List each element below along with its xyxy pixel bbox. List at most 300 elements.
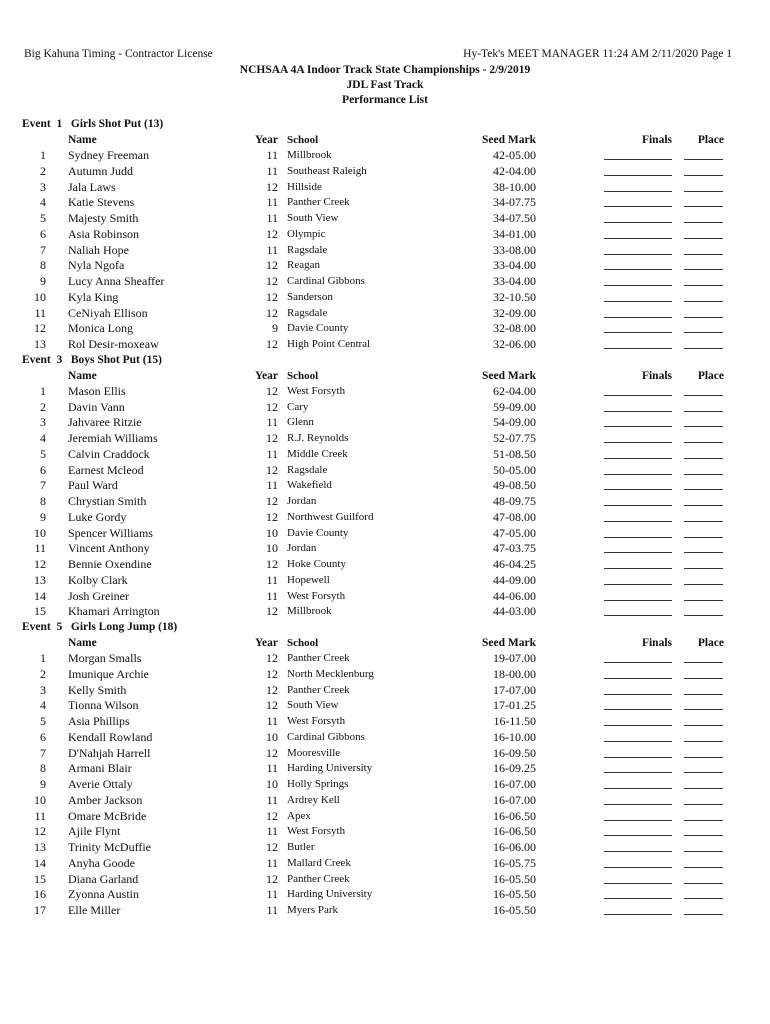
col-header-finals: Finals [641,369,672,382]
athlete-school: Panther Creek [287,683,350,696]
athlete-year: 12 [266,274,278,288]
entry-rank: 10 [34,525,46,540]
place-blank-line [684,898,723,899]
table-row [0,872,770,888]
finals-blank-line [604,348,672,349]
entry-rank: 9 [40,274,46,288]
place-blank-line [684,757,723,758]
entry-rank: 11 [34,541,46,556]
athlete-school: South View [287,212,339,224]
finals-blank-line [604,159,672,160]
entry-rank: 7 [40,745,46,760]
athlete-name: Vincent Anthony [68,541,150,556]
finals-blank-line [604,804,672,805]
athlete-year: 12 [266,840,278,854]
events-container [0,117,770,919]
place-blank-line [684,709,723,710]
athlete-name: Asia Robinson [68,226,140,241]
finals-blank-line [604,442,672,443]
table-row [0,557,770,573]
entry-rank: 17 [34,903,46,917]
seed-mark: 42-05.00 [493,148,536,162]
athlete-school: Ragsdale [287,243,328,256]
document-type-title: Performance List [342,94,428,106]
entry-rank: 12 [34,321,46,336]
seed-mark: 51-08.50 [493,446,536,461]
seed-mark: 16-10.00 [493,729,536,744]
athlete-name: Calvin Craddock [68,446,150,461]
place-blank-line [684,159,723,160]
athlete-school: Harding University [287,888,373,901]
seed-mark: 32-06.00 [493,337,536,351]
athlete-school: Hopewell [287,573,330,586]
entry-rank: 4 [40,431,46,445]
place-blank-line [684,175,723,176]
seed-mark: 54-09.00 [493,415,536,430]
finals-blank-line [604,552,672,553]
table-row [0,809,770,825]
entry-rank: 2 [40,399,46,414]
athlete-year: 11 [266,572,278,587]
col-header-name: Name [68,369,97,382]
entry-rank: 14 [34,855,46,870]
place-blank-line [684,395,723,396]
entry-rank: 12 [34,557,46,571]
place-blank-line [684,442,723,443]
finals-blank-line [604,537,672,538]
table-row [0,777,770,793]
seed-mark: 42-04.00 [493,163,536,178]
athlete-year: 12 [266,399,278,414]
seed-mark: 16-09.50 [493,745,536,760]
athlete-name: Jala Laws [68,179,116,194]
athlete-school: West Forsyth [287,384,346,397]
entry-rank: 15 [34,604,46,619]
seed-mark: 44-03.00 [493,604,536,619]
table-row [0,526,770,542]
place-blank-line [684,458,723,459]
athlete-year: 11 [266,211,278,225]
finals-blank-line [604,662,672,663]
finals-blank-line [604,772,672,773]
athlete-name: Amber Jackson [68,792,143,807]
entry-rank: 8 [40,258,46,273]
athlete-school: Hillside [287,180,322,193]
finals-blank-line [604,222,672,223]
seed-mark: 17-07.00 [493,682,536,697]
athlete-name: Josh Greiner [68,588,129,603]
athlete-school: Myers Park [287,904,339,916]
athlete-year: 10 [266,541,278,556]
athlete-year: 12 [266,651,278,665]
finals-blank-line [604,725,672,726]
col-header-seed-mark: Seed Mark [482,369,536,382]
place-blank-line [684,426,723,427]
finals-blank-line [604,820,672,821]
athlete-year: 12 [266,383,278,398]
table-row [0,447,770,463]
athlete-year: 11 [266,478,278,493]
athlete-name: Imunique Archie [68,666,149,681]
athlete-name: Nyla Ngofa [68,258,125,273]
place-blank-line [684,505,723,506]
table-row [0,793,770,809]
seed-mark: 16-07.00 [493,777,536,791]
athlete-name: Asia Phillips [68,714,130,728]
seed-mark: 44-09.00 [493,572,536,587]
seed-mark: 32-08.00 [493,321,536,336]
col-header-school: School [287,369,319,382]
finals-blank-line [604,835,672,836]
finals-blank-line [604,600,672,601]
seed-mark: 16-07.00 [493,792,536,807]
entry-rank: 7 [40,242,46,257]
athlete-year: 11 [266,761,278,776]
place-blank-line [684,615,723,616]
header-meet-manager-info: Hy-Tek's MEET MANAGER 11:24 AM 2/11/2020 Page 1 [463,48,732,60]
table-row [0,604,770,620]
event-section [0,353,770,620]
athlete-year: 12 [266,808,278,823]
table-row [0,887,770,903]
athlete-year: 12 [266,604,278,619]
athlete-school: Southeast Raleigh [287,164,367,177]
athlete-year: 10 [266,729,278,744]
table-row [0,730,770,746]
athlete-name: Earnest Mcleod [68,462,144,477]
finals-blank-line [604,254,672,255]
athlete-name: Spencer Williams [68,525,153,540]
place-blank-line [684,914,723,915]
seed-mark: 46-04.25 [493,557,536,571]
athlete-school: Holly Springs [287,778,349,790]
athlete-year: 12 [266,682,278,697]
seed-mark: 59-09.00 [493,399,536,414]
athlete-name: Rol Desir-moxeaw [68,337,159,351]
seed-mark: 34-07.50 [493,211,536,225]
place-blank-line [684,537,723,538]
seed-mark: 33-04.00 [493,274,536,288]
place-blank-line [684,694,723,695]
finals-blank-line [604,898,672,899]
seed-mark: 16-06.50 [493,824,536,839]
entry-rank: 3 [40,179,46,194]
athlete-school: Panther Creek [287,196,350,209]
seed-mark: 16-06.50 [493,808,536,823]
seed-mark: 34-07.75 [493,195,536,210]
athlete-name: Monica Long [68,321,133,336]
col-header-seed-mark: Seed Mark [482,134,536,146]
col-header-year: Year [255,369,278,382]
place-blank-line [684,867,723,868]
event-title [0,353,770,368]
athlete-year: 12 [266,226,278,241]
col-header-school: School [287,134,319,146]
athlete-year: 12 [266,289,278,304]
athlete-year: 12 [266,179,278,194]
seed-mark: 34-01.00 [493,226,536,241]
athlete-name: Anyha Goode [68,855,135,870]
athlete-year: 11 [266,903,278,917]
athlete-school: Wakefield [287,479,332,492]
finals-blank-line [604,568,672,569]
athlete-name: Tionna Wilson [68,698,139,713]
column-header-row [0,635,770,651]
entry-rank: 5 [40,714,46,728]
athlete-name: Averie Ottaly [68,777,133,791]
entry-rank: 9 [40,509,46,524]
athlete-year: 12 [266,494,278,508]
athlete-name: Autumn Judd [68,163,134,178]
athlete-name: Paul Ward [68,478,118,493]
place-blank-line [684,835,723,836]
table-row [0,856,770,872]
athlete-school: West Forsyth [287,589,346,602]
athlete-year: 11 [266,446,278,461]
finals-blank-line [604,709,672,710]
finals-blank-line [604,883,672,884]
table-row [0,667,770,683]
place-blank-line [684,238,723,239]
table-row [0,573,770,589]
seed-mark: 16-05.75 [493,855,536,870]
place-blank-line [684,489,723,490]
athlete-school: Harding University [287,762,373,775]
athlete-school: South View [287,699,339,712]
seed-mark: 16-06.00 [493,840,536,854]
athlete-school: High Point Central [287,338,371,350]
finals-blank-line [604,458,672,459]
entry-rank: 14 [34,588,46,603]
table-row [0,903,770,919]
entry-rank: 2 [40,666,46,681]
event-title-text: Event 1 Girls Shot Put (13) [22,118,164,130]
athlete-school: Apex [287,809,311,822]
place-blank-line [684,662,723,663]
athlete-name: Elle Miller [68,903,121,917]
athlete-school: Cardinal Gibbons [287,275,365,287]
place-blank-line [684,332,723,333]
athlete-school: West Forsyth [287,825,346,838]
place-blank-line [684,820,723,821]
athlete-school: Olympic [287,227,326,240]
table-row [0,211,770,227]
athlete-name: Lucy Anna Sheaffer [68,274,165,288]
athlete-school: Sanderson [287,290,333,303]
table-row [0,195,770,211]
finals-blank-line [604,474,672,475]
athlete-school: Jordan [287,542,317,555]
table-row [0,589,770,605]
col-header-finals: Finals [641,637,672,649]
place-blank-line [684,191,723,192]
table-row [0,683,770,699]
event-section [0,117,770,353]
col-header-place: Place [697,637,724,649]
table-row [0,510,770,526]
place-blank-line [684,254,723,255]
finals-blank-line [604,867,672,868]
table-row [0,164,770,180]
athlete-year: 11 [266,148,278,162]
athlete-school: Hoke County [287,558,346,570]
athlete-year: 11 [266,824,278,839]
seed-mark: 49-08.50 [493,478,536,493]
seed-mark: 16-05.50 [493,871,536,886]
finals-blank-line [604,489,672,490]
entry-rank: 5 [40,446,46,461]
table-row [0,714,770,730]
table-row [0,463,770,479]
athlete-name: Chrystian Smith [68,494,147,508]
athlete-school: Glenn [287,416,314,429]
seed-mark: 44-06.00 [493,588,536,603]
seed-mark: 16-09.25 [493,761,536,776]
athlete-name: Naliah Hope [68,242,129,257]
athlete-year: 10 [266,525,278,540]
seed-mark: 52-07.75 [493,431,536,445]
entry-rank: 13 [34,572,46,587]
athlete-school: Reagan [287,259,320,272]
athlete-school: Ragsdale [287,463,328,476]
athlete-year: 9 [272,321,278,336]
table-row [0,243,770,259]
entry-rank: 6 [40,226,46,241]
athlete-school: Mooresville [287,746,341,759]
athlete-year: 11 [266,415,278,430]
column-header-row [0,132,770,148]
finals-blank-line [604,301,672,302]
table-row [0,274,770,290]
finals-blank-line [604,317,672,318]
athlete-year: 12 [266,745,278,760]
athlete-school: Davie County [287,322,349,335]
table-row [0,840,770,856]
event-title [0,117,770,132]
table-row [0,824,770,840]
finals-blank-line [604,757,672,758]
entry-rank: 10 [34,792,46,807]
entry-rank: 8 [40,494,46,508]
entry-rank: 2 [40,163,46,178]
col-header-school: School [287,637,319,649]
athlete-name: Mason Ellis [68,383,126,398]
entry-rank: 12 [34,824,46,839]
place-blank-line [684,804,723,805]
athlete-school: Ragsdale [287,306,328,319]
place-blank-line [684,678,723,679]
table-row [0,698,770,714]
athlete-name: Jeremiah Williams [68,431,158,445]
finals-blank-line [604,505,672,506]
table-row [0,494,770,510]
athlete-name: Omare McBride [68,808,147,823]
place-blank-line [684,600,723,601]
seed-mark: 47-05.00 [493,525,536,540]
meet-title: NCHSAA 4A Indoor Track State Championships - 2/9/2019 [239,64,531,76]
entry-rank: 1 [40,651,46,665]
athlete-year: 12 [266,557,278,571]
athlete-school: Ardrey Kell [287,793,340,806]
athlete-year: 11 [266,242,278,257]
athlete-school: Middle Creek [287,447,348,460]
table-row [0,478,770,494]
athlete-name: Kendall Rowland [68,729,153,744]
athlete-name: Katie Stevens [68,195,135,210]
athlete-school: Northwest Guilford [287,510,374,523]
athlete-name: Bennie Oxendine [68,557,152,571]
finals-blank-line [604,521,672,522]
athlete-school: Jordan [287,495,317,507]
place-blank-line [684,474,723,475]
finals-blank-line [604,206,672,207]
athlete-year: 11 [266,714,278,728]
place-blank-line [684,552,723,553]
entry-rank: 4 [40,195,46,210]
meet-subtitle: JDL Fast Track [346,79,424,91]
finals-blank-line [604,395,672,396]
seed-mark: 33-08.00 [493,242,536,257]
table-row [0,180,770,196]
place-blank-line [684,348,723,349]
seed-mark: 38-10.00 [493,179,536,194]
athlete-name: Trinity McDuffie [68,840,152,854]
athlete-name: Khamari Arrington [68,604,160,619]
athlete-school: Cardinal Gibbons [287,730,365,743]
athlete-name: Sydney Freeman [68,148,149,162]
finals-blank-line [604,411,672,412]
table-row [0,384,770,400]
entry-rank: 3 [40,682,46,697]
event-section [0,620,770,919]
place-blank-line [684,851,723,852]
athlete-name: Kelly Smith [68,682,127,697]
entry-rank: 4 [40,698,46,713]
athlete-school: Millbrook [287,149,332,161]
seed-mark: 16-05.50 [493,903,536,917]
athlete-year: 11 [266,887,278,902]
entry-rank: 13 [34,840,46,854]
athlete-year: 11 [266,195,278,210]
table-row [0,321,770,337]
athlete-year: 12 [266,337,278,351]
entry-rank: 6 [40,462,46,477]
col-header-place: Place [697,369,724,382]
place-blank-line [684,568,723,569]
entry-rank: 9 [40,777,46,791]
entry-rank: 11 [34,305,46,320]
place-blank-line [684,222,723,223]
event-title [0,620,770,635]
athlete-school: Butler [287,841,315,853]
seed-mark: 47-08.00 [493,509,536,524]
athlete-school: North Mecklenburg [287,667,374,680]
finals-blank-line [604,238,672,239]
athlete-year: 12 [266,698,278,713]
place-blank-line [684,741,723,742]
table-row [0,746,770,762]
table-row [0,431,770,447]
athlete-school: Davie County [287,526,349,539]
athlete-school: Millbrook [287,605,332,618]
athlete-year: 12 [266,871,278,886]
athlete-year: 12 [266,258,278,273]
seed-mark: 18-00.00 [493,666,536,681]
athlete-name: Armani Blair [68,761,132,776]
athlete-year: 11 [266,588,278,603]
finals-blank-line [604,914,672,915]
athlete-year: 12 [266,431,278,445]
